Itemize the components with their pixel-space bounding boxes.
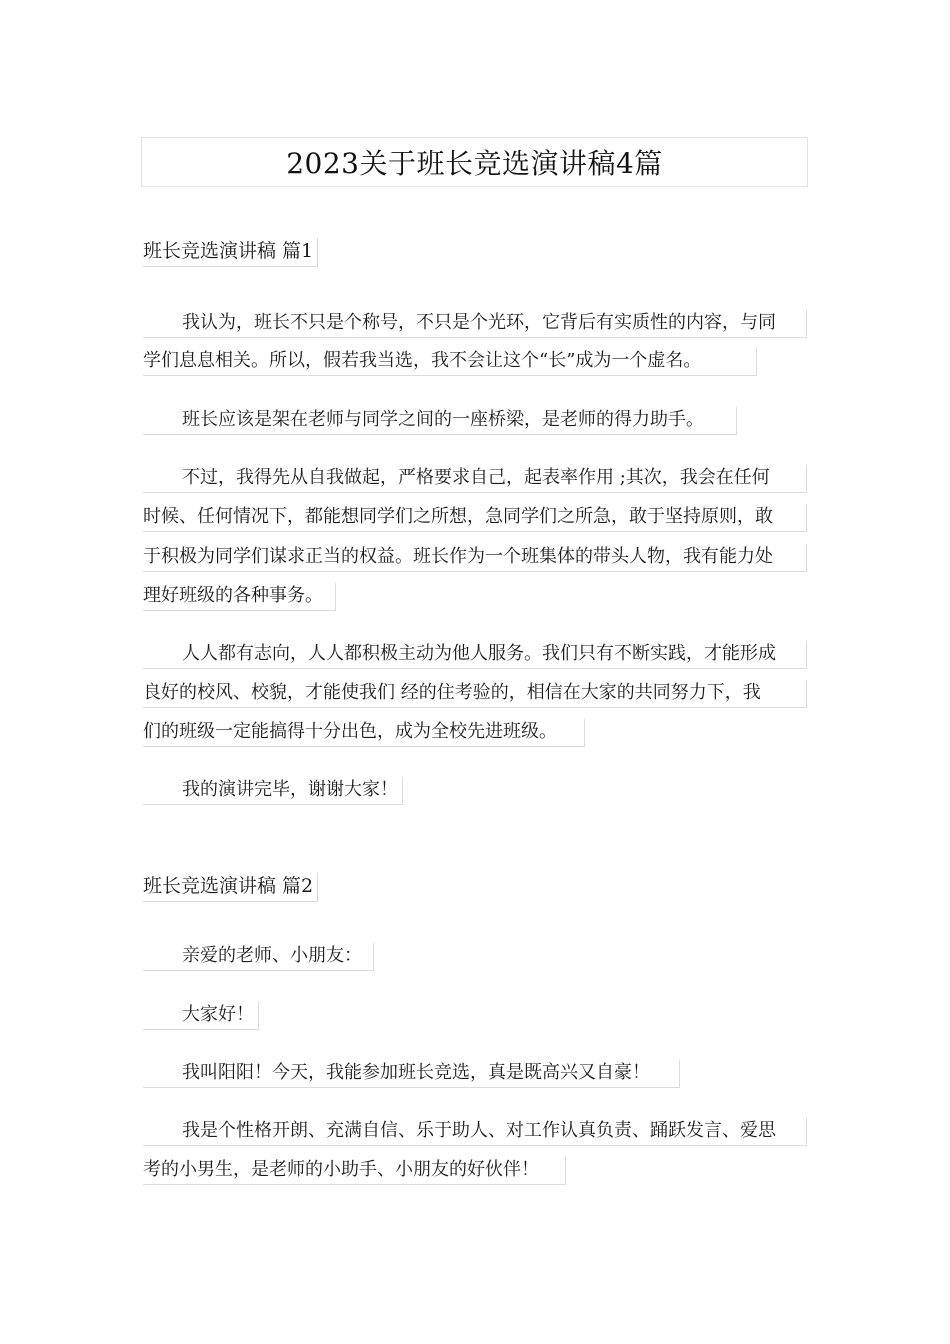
paragraph-line: 班长应该是架在老师与同学之间的一座桥梁，是老师的得力助手。	[143, 407, 737, 435]
paragraph-line: 不过，我得先从自我做起，严格要求自己，起表率作用 ;其次，我会在任何	[143, 465, 807, 493]
paragraph-line: 们的班级一定能搞得十分出色，成为全校先进班级。	[143, 719, 585, 747]
paragraph-line: 大家好！	[143, 1002, 259, 1030]
paragraph-line: 人人都有志向，人人都积极主动为他人服务。我们只有不断实践，才能形成	[143, 641, 807, 669]
paragraph-line: 我认为，班长不只是个称号，不只是个光环，它背后有实质性的内容，与同	[143, 310, 807, 338]
paragraph-line: 我叫阳阳！今天，我能参加班长竞选，真是既高兴又自豪！	[143, 1060, 680, 1088]
paragraph-line: 良好的校风、校貌，才能使我们 经的住考验的，相信在大家的共同努力下，我	[143, 680, 807, 708]
paragraph-line: 亲爱的老师、小朋友：	[143, 943, 374, 971]
paragraph-line: 时候、任何情况下，都能想同学们之所想，急同学们之所急，敢于坚持原则，敢	[143, 504, 807, 532]
paragraph-line: 理好班级的各种事务。	[143, 583, 336, 611]
paragraph-line: 我的演讲完毕，谢谢大家！	[143, 777, 403, 805]
paragraph-line: 于积极为同学们谋求正当的权益。班长作为一个班集体的带头人物，我有能力处	[143, 544, 807, 572]
paragraph-line: 考的小男生，是老师的小助手、小朋友的好伙伴！	[143, 1157, 566, 1185]
document-title: 2023关于班长竞选演讲稿4篇	[286, 147, 663, 180]
section-heading-1: 班长竞选演讲稿 篇1	[143, 238, 318, 267]
section-heading-2: 班长竞选演讲稿 篇2	[143, 873, 318, 902]
document-title-box	[141, 137, 808, 187]
paragraph-line: 学们息息相关。所以，假若我当选，我不会让这个“长”成为一个虚名。	[143, 348, 757, 376]
paragraph-line: 我是个性格开朗、充满自信、乐于助人、对工作认真负责、踊跃发言、爱思	[143, 1118, 807, 1146]
